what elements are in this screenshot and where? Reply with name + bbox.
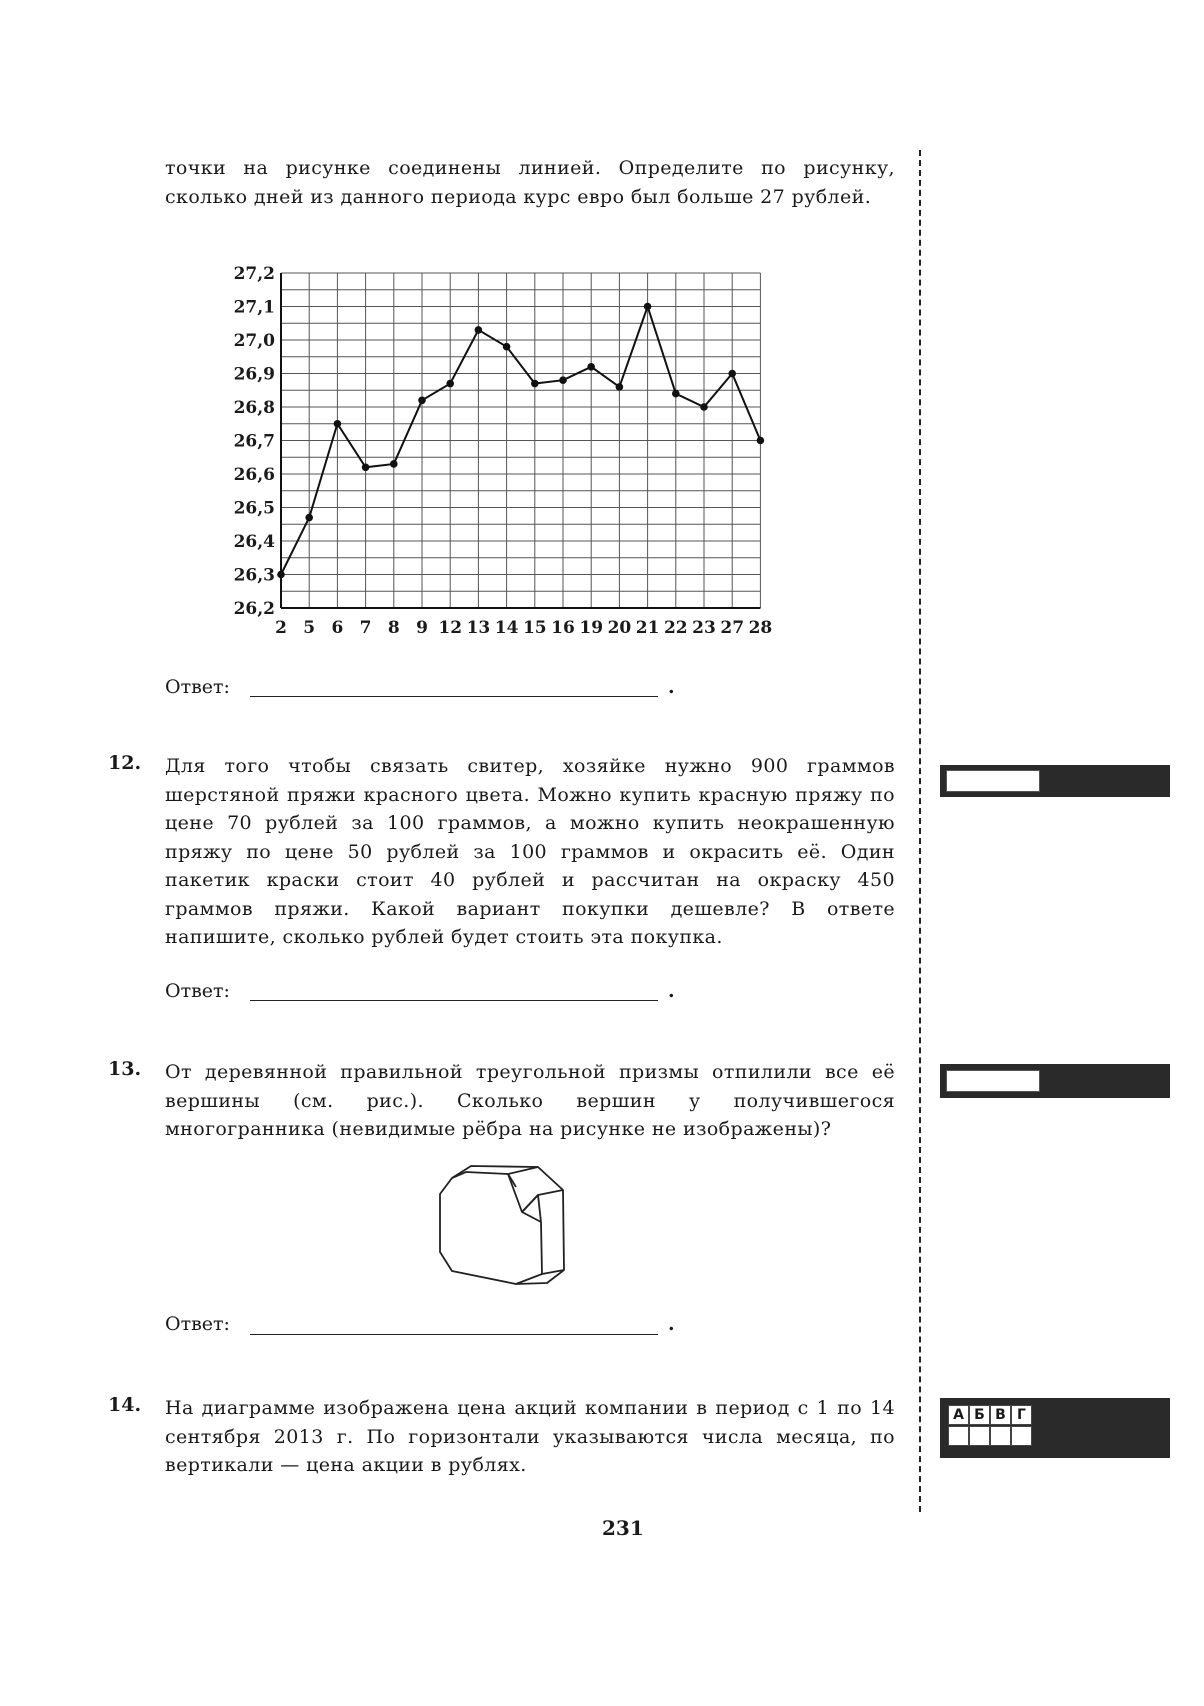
data-point [559, 376, 567, 384]
answer-line-13[interactable] [250, 1334, 658, 1335]
y-tick-label: 27,1 [233, 297, 275, 318]
y-tick-label: 26,4 [233, 532, 275, 552]
answer-cell-g[interactable] [1011, 1426, 1032, 1446]
answer-box-14-letters [948, 1405, 1032, 1425]
x-tick-label: 5 [303, 618, 316, 638]
x-tick-label: 14 [494, 618, 519, 638]
data-point [644, 303, 652, 311]
data-point [418, 397, 426, 405]
x-tick-label: 8 [387, 618, 400, 638]
answer-box-13-slot[interactable] [946, 1070, 1040, 1092]
answer-dot-11: . [668, 676, 675, 698]
page-number: 231 [602, 1516, 644, 1540]
x-tick-label: 2 [275, 618, 287, 638]
x-tick-label: 15 [522, 618, 547, 638]
letter-v: В [990, 1405, 1011, 1425]
letter-b: Б [969, 1405, 990, 1425]
truncated-prism-figure [438, 1162, 568, 1287]
x-tick-label: 16 [551, 618, 575, 638]
answer-dot-12: . [668, 980, 675, 1002]
x-tick-label: 28 [748, 618, 773, 638]
y-tick-label: 26,8 [233, 398, 275, 418]
data-point [503, 343, 511, 351]
data-point [390, 460, 398, 468]
answer-label-11: Ответ: [165, 676, 230, 698]
x-tick-label: 21 [635, 618, 660, 638]
data-point [446, 380, 454, 388]
y-tick-label: 26,5 [233, 498, 275, 519]
x-tick-label: 27 [720, 618, 745, 638]
x-tick-label: 13 [466, 618, 491, 638]
x-tick-label: 12 [438, 618, 463, 638]
data-point [531, 380, 539, 388]
answer-line-12[interactable] [250, 1000, 658, 1001]
y-tick-label: 26,3 [233, 565, 275, 586]
data-point [700, 403, 708, 411]
y-tick-label: 26,2 [233, 599, 275, 619]
euro-rate-chart [205, 260, 785, 650]
x-tick-label: 20 [607, 618, 632, 638]
x-tick-label: 23 [692, 618, 716, 638]
data-point [757, 437, 765, 445]
data-point [362, 464, 370, 472]
letter-g: Г [1011, 1405, 1032, 1425]
answer-cell-v[interactable] [990, 1426, 1011, 1446]
task12-text: Для того чтобы связать свитер, хозяйке нужно 900 граммов шерстяной пряжи красного цвета. Можно купить красную пряжу по цене 70 рублей за 100 граммов, а можно купить неокрашенную пряжу по цене 50 рублей за 100 граммов и окрасить её. Один пакетик краски стоит 40 рублей и рассчитан на окраску 450 граммов пряжи. Какой вариант покупки дешевле? В ответе напишите, сколько рублей будет стоить эта покупка. [165, 755, 895, 948]
task11-intro-text: точки на рисунке соединены линией. Определите по рисунку, сколько дней из данного периода курс евро был больше 27 рублей. [165, 157, 895, 208]
y-tick-label: 27,0 [233, 331, 275, 351]
task14-text: На диаграмме изображена цена акций компании в период с 1 по 14 сентября 2013 г. По горизонтали указываются числа месяца, по вертикали — цена акции в рублях. [165, 1397, 895, 1476]
answer-cell-a[interactable] [948, 1426, 969, 1446]
answer-label-13: Ответ: [165, 1313, 230, 1335]
y-tick-label: 26,9 [233, 364, 275, 385]
answer-box-13 [940, 1064, 1170, 1098]
answer-dot-13: . [668, 1313, 675, 1335]
y-tick-label: 26,6 [233, 465, 275, 485]
task13-number: 13. [108, 1058, 142, 1080]
x-tick-label: 22 [663, 618, 688, 638]
data-point [334, 420, 342, 428]
y-tick-label: 26,7 [233, 431, 275, 452]
answer-box-12 [940, 765, 1170, 797]
data-point [305, 514, 313, 522]
x-tick-label: 19 [579, 618, 604, 638]
data-point [277, 571, 285, 579]
x-tick-label: 9 [416, 618, 428, 638]
answer-box-12-slot[interactable] [946, 770, 1040, 792]
letter-a: А [948, 1405, 969, 1425]
data-point [475, 326, 483, 334]
data-point [728, 370, 736, 378]
task14-number: 14. [108, 1394, 142, 1416]
answer-label-12: Ответ: [165, 980, 230, 1002]
task12-number: 12. [108, 752, 142, 774]
answer-box-14-cells [948, 1426, 1032, 1446]
y-tick-label: 27,2 [233, 264, 275, 284]
data-point [587, 363, 595, 371]
dashed-cut-line [919, 150, 921, 1512]
x-tick-label: 7 [359, 618, 372, 638]
data-point [616, 383, 624, 391]
task13-text: От деревянной правильной треугольной призмы отпилили все её вершины (см. рис.). Сколько вершин у получившегося многогранника (невидимые рёбра на рисунке не изображены)? [165, 1061, 895, 1140]
data-point [672, 390, 680, 398]
answer-cell-b[interactable] [969, 1426, 990, 1446]
answer-line-11[interactable] [250, 696, 658, 697]
x-tick-label: 6 [331, 618, 344, 638]
